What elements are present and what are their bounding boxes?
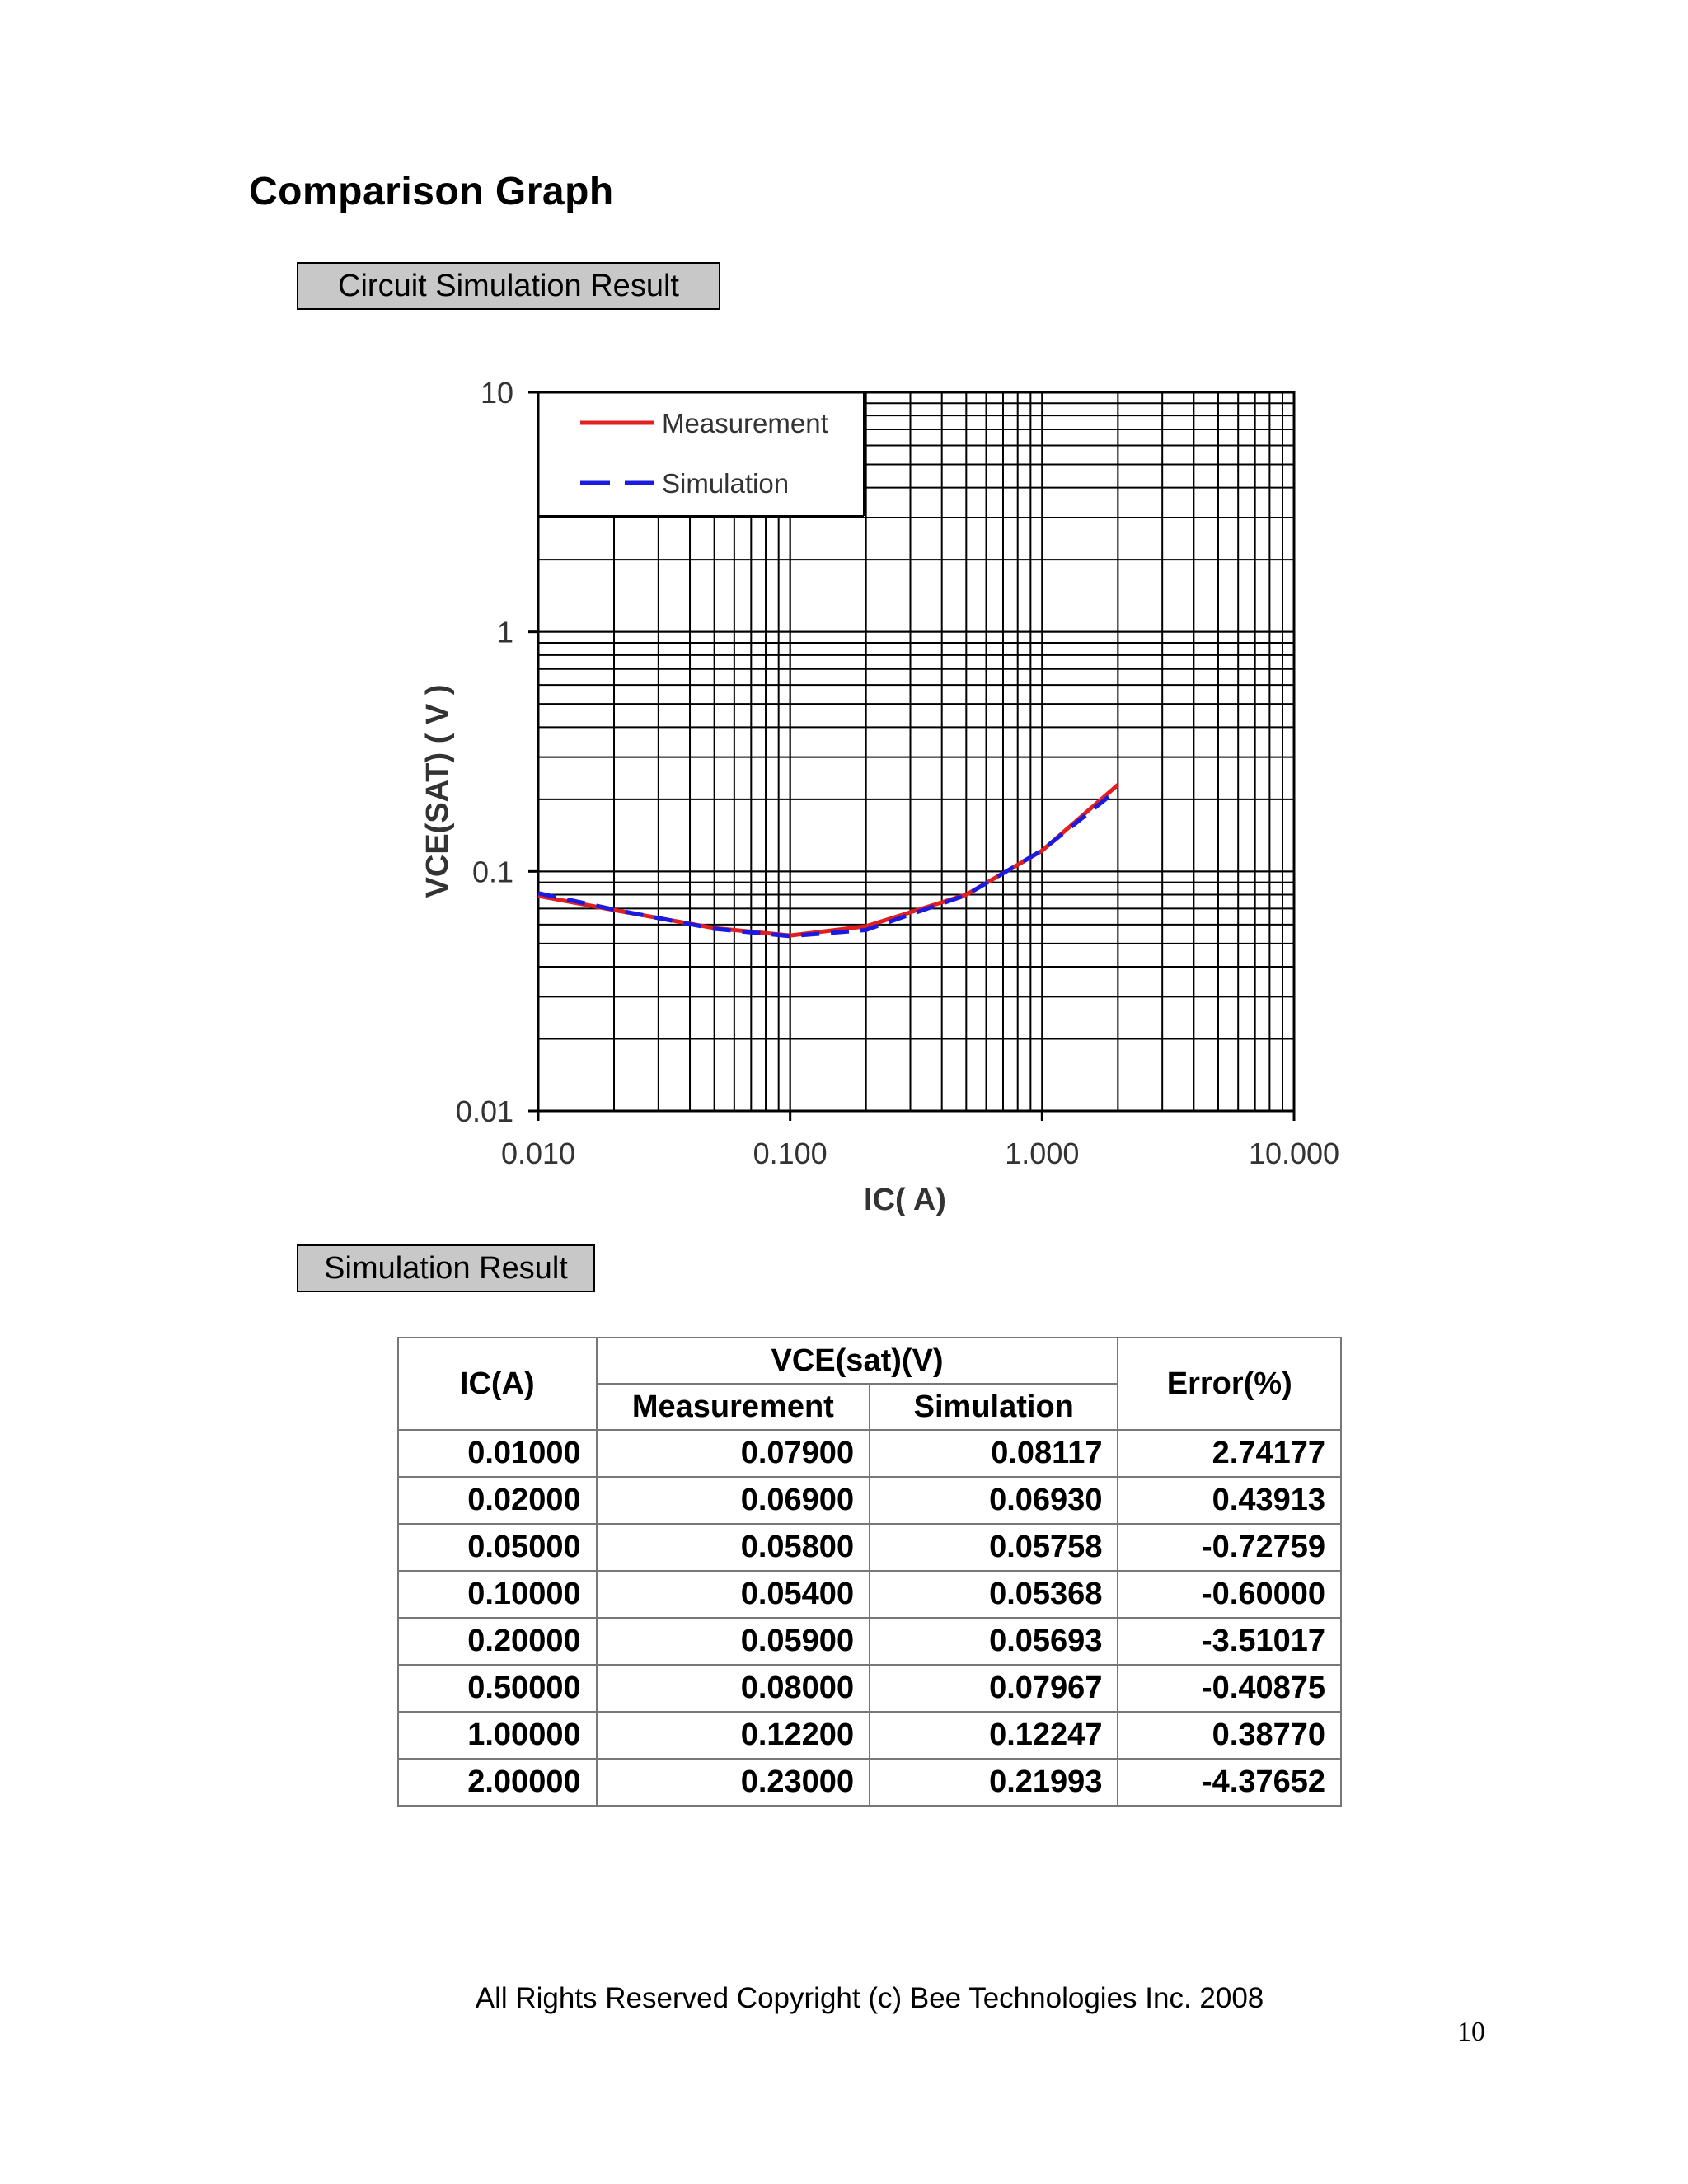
cell-ic: 0.02000 [398, 1477, 597, 1524]
page-title: Comparison Graph [249, 170, 614, 213]
cell-ic: 0.01000 [398, 1430, 597, 1477]
table-row [398, 1712, 1341, 1759]
cell-err: -3.51017 [1118, 1618, 1341, 1665]
cell-sim: 0.05693 [870, 1618, 1118, 1665]
x-tick-label: 1.000 [1005, 1137, 1080, 1170]
x-axis-title: IC( A) [864, 1183, 946, 1217]
cell-ic: 2.00000 [398, 1759, 597, 1806]
cell-err: -4.37652 [1118, 1759, 1341, 1806]
table-row [398, 1430, 1341, 1477]
cell-ic: 1.00000 [398, 1712, 597, 1759]
col-header-simulation: Simulation [870, 1384, 1118, 1430]
cell-meas: 0.08000 [597, 1665, 870, 1712]
cell-meas: 0.05900 [597, 1618, 870, 1665]
chart-grid [538, 392, 1294, 1111]
cell-ic: 0.20000 [398, 1618, 597, 1665]
cell-err: 0.38770 [1118, 1712, 1341, 1759]
cell-sim: 0.08117 [870, 1430, 1118, 1477]
col-header-vce: VCE(sat)(V) [597, 1338, 1118, 1384]
cell-err: 2.74177 [1118, 1430, 1341, 1477]
col-header-error: Error(%) [1118, 1338, 1341, 1430]
cell-ic: 0.05000 [398, 1524, 597, 1571]
page-number: 10 [1457, 2017, 1485, 2047]
cell-ic: 0.50000 [398, 1665, 597, 1712]
cell-meas: 0.23000 [597, 1759, 870, 1806]
cell-sim: 0.12247 [870, 1712, 1118, 1759]
cell-err: -0.40875 [1118, 1665, 1341, 1712]
cell-ic: 0.10000 [398, 1571, 597, 1618]
x-tick-label: 0.100 [753, 1137, 828, 1170]
cell-err: -0.60000 [1118, 1571, 1341, 1618]
results-table [397, 1337, 1342, 1807]
x-tick-label: 10.000 [1248, 1137, 1340, 1170]
y-axis-title: VCE(SAT) ( V ) [420, 684, 455, 898]
cell-sim: 0.21993 [870, 1759, 1118, 1806]
y-tick-label: 0.1 [471, 855, 513, 889]
table-row [398, 1665, 1341, 1712]
table-row [398, 1571, 1341, 1618]
cell-err: 0.43913 [1118, 1477, 1341, 1524]
y-tick-label: 0.01 [455, 1094, 513, 1128]
x-tick-label: 0.010 [500, 1137, 576, 1170]
table-row [398, 1477, 1341, 1524]
legend-label-simulation: Simulation [662, 468, 790, 499]
y-tick-label: 10 [480, 376, 513, 410]
cell-meas: 0.07900 [597, 1430, 870, 1477]
cell-sim: 0.06930 [870, 1477, 1118, 1524]
cell-meas: 0.12200 [597, 1712, 870, 1759]
cell-meas: 0.05800 [597, 1524, 870, 1571]
cell-meas: 0.06900 [597, 1477, 870, 1524]
y-tick-label: 1 [496, 615, 513, 649]
simulation-result-label: Simulation Result [297, 1244, 595, 1292]
cell-sim: 0.05368 [870, 1571, 1118, 1618]
cell-err: -0.72759 [1118, 1524, 1341, 1571]
col-header-measurement: Measurement [597, 1384, 870, 1430]
table-row [398, 1524, 1341, 1571]
table-row [398, 1618, 1341, 1665]
table-row [398, 1759, 1341, 1806]
cell-meas: 0.05400 [597, 1571, 870, 1618]
col-header-ic: IC(A) [398, 1338, 597, 1430]
copyright-footer: All Rights Reserved Copyright (c) Bee Technologies Inc. 2008 [475, 1982, 1264, 2014]
cell-sim: 0.05758 [870, 1524, 1118, 1571]
cell-sim: 0.07967 [870, 1665, 1118, 1712]
circuit-simulation-result-label: Circuit Simulation Result [297, 262, 720, 310]
legend-label-measurement: Measurement [662, 408, 828, 438]
